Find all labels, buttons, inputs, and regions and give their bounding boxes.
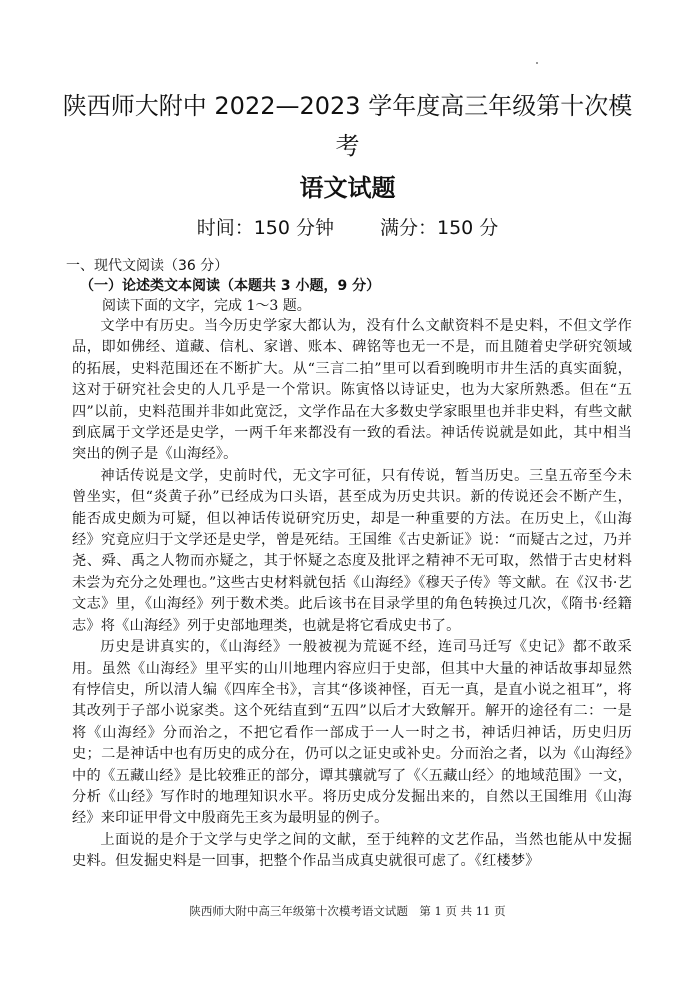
reading-passage	[72, 316, 632, 873]
score-label: 满分：150 分	[380, 217, 499, 239]
paragraph: 文学中有历史。当今历史学家大都认为，没有什么文献资料不是史料，不但文学作品，即如佛经、道藏、信札、家谱、账本、碑铭等也无一不是，而且随着史学研究领域的拓展，史料范围还在不断扩大。从“三言二拍”里可以看到晚明市井生活的真实面貌，这对于研究社会史的人几乎是一个常识。陈寅恪以诗证史，也为大家所熟悉。但在“五四”以前，史料范围并非如此宽泛，文学作品在大多数史学家眼里也并非史料，有些文献到底属于文学还是史学，一两千年来都没有一致的看法。神话传说就是如此，其中相当突出的例子是《山海经》。	[72, 318, 632, 463]
paragraph: 上面说的是介于文学与史学之间的文献，至于纯粹的文艺作品，当然也能从中发掘史料。但发掘史料是一回事，把整个作品当成真史就很可虑了。《红楼梦》	[72, 831, 632, 870]
reading-instruction: 阅读下面的文字，完成 1～3 题。	[102, 298, 311, 314]
subject-title: 语文试题	[299, 174, 396, 202]
exam-title: 陕西师大附中 2022—2023 学年度高三年级第十次模	[62, 92, 633, 120]
exam-title-continued: 考	[335, 132, 360, 160]
page-footer: 陕西师大附中高三年级第十次模考语文试题 第 1 页 共 11 页	[189, 904, 506, 918]
time-label: 时间：150 分钟	[196, 217, 334, 239]
section-heading: 一、现代文阅读（36 分）	[66, 258, 229, 274]
scan-speck	[536, 62, 538, 64]
subsection-heading: （一）论述类文本阅读（本题共 3 小题，9 分）	[80, 278, 381, 294]
time-score-line	[60, 214, 635, 242]
paragraph: 历史是讲真实的，《山海经》一般被视为荒诞不经，连司马迁写《史记》都不敢采用。虽然《山海经》里平实的山川地理内容应归于史部，但其中大量的神话故事却显然有悖信史，所以清人编《四库全书》，言其“侈谈神怪，百无一真，是直小说之祖耳”，将其改列于子部小说家类。这个死结直到“五四”以后才大致解开。解开的途径有二：一是将《山海经》分而治之，不把它看作一部成于一人一时之书，神话归神话，历史归历史；二是神话中也有历史的成分在，仍可以之证史或补史。分而治之者，以为《山海经》中的《五藏山经》是比较雅正的部分，谭其骧就写了《〈五藏山经〉的地域范围》一文，分析《山经》写作时的地理知识水平。将历史成分发掘出来的，自然以王国维用《山海经》来印证甲骨文中殷商先王亥为最明显的例子。	[72, 639, 632, 827]
paragraph: 神话传说是文学，史前时代，无文字可征，只有传说，暂当历史。三皇五帝至今未曾坐实，但“炎黄子孙”已经成为口头语，甚至成为历史共识。新的传说还会不断产生，能否成史颇为可疑，但以神话传说研究历史，却是一种重要的方法。在历史上，《山海经》究竟应归于文学还是史学，曾是死结。王国维《古史新证》说：“而疑古之过，乃并尧、舜、禹之人物而亦疑之，其于怀疑之态度及批评之精神不无可取，然惜于古史材料未尝为充分之处理也。”这些古史材料就包括《山海经》《穆天子传》等文献。在《汉书·艺文志》里，《山海经》列于数术类。此后该书在目录学里的角色转换过几次，《隋书·经籍志》将《山海经》列于史部地理类，也就是将它看成史书了。	[72, 467, 632, 634]
